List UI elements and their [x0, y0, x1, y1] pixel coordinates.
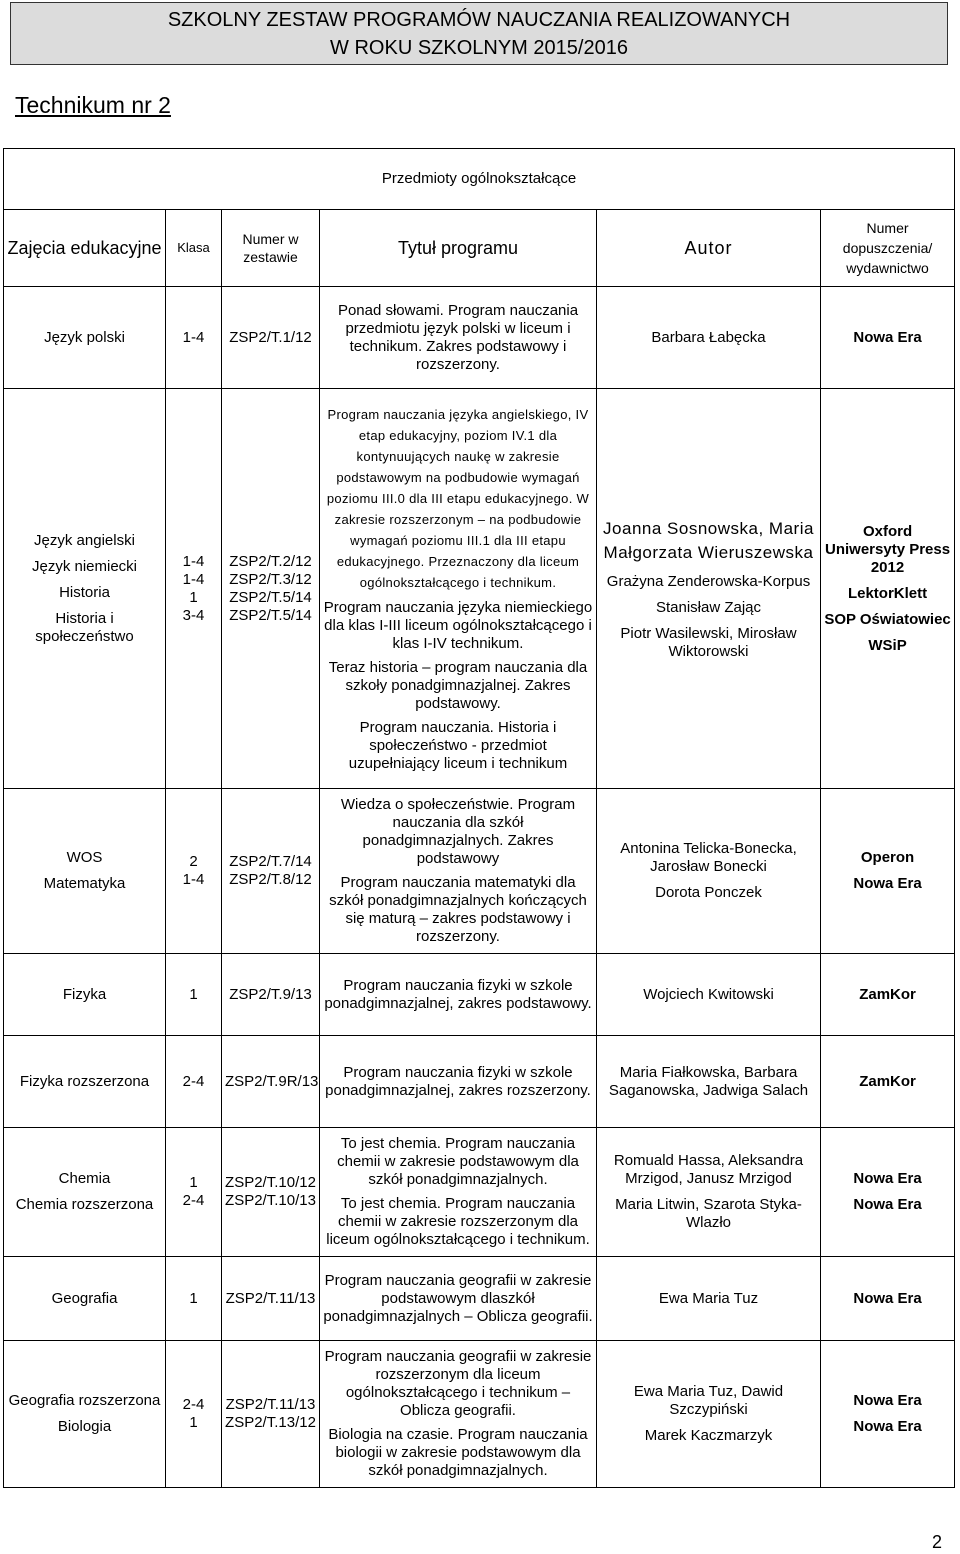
subject-name: Fizyka rozszerzona [19, 1072, 150, 1090]
program-author: Ewa Maria Tuz, Dawid Szczypiński [633, 1383, 784, 1418]
column-header-autor: Autor [597, 210, 821, 287]
column-header-numer: Numer w zestawie [222, 210, 320, 287]
column-header-klasa: Klasa [166, 210, 222, 287]
program-number-cell [222, 287, 320, 389]
program-title: Biologia na czasie. Program nauczania biologii w zakresie podstawowym dla szkół ponadgimnazjalnych. [328, 1426, 588, 1479]
program-author-cell [597, 789, 821, 954]
program-author-cell [597, 1036, 821, 1128]
column-header-dopuszczenia: Numer dopuszczenia/ wydawnictwo [821, 210, 955, 287]
program-author-cell [597, 1341, 821, 1488]
program-number: ZSP2/T.3/12 [229, 570, 312, 588]
publisher: Nowa Era [853, 1289, 922, 1307]
page-number: 2 [932, 1532, 943, 1552]
class-level-cell [166, 287, 222, 389]
table-row [4, 1341, 955, 1488]
table-row [4, 1257, 955, 1341]
class-level-cell [166, 789, 222, 954]
program-number: ZSP2/T.2/12 [229, 552, 312, 570]
program-number: ZSP2/T.10/12 [225, 1174, 316, 1191]
program-number: ZSP2/T.11/13 [225, 1396, 316, 1413]
program-number-cell [222, 954, 320, 1036]
publisher-cell [821, 1341, 955, 1488]
program-number: ZSP2/T.8/12 [229, 871, 312, 888]
subject-name: Matematyka [43, 875, 126, 892]
program-author-cell [597, 1257, 821, 1341]
publisher: Nowa Era [853, 1196, 922, 1213]
program-author: Ewa Maria Tuz [658, 1289, 759, 1307]
publisher: Nowa Era [853, 328, 922, 346]
subject-name: Język niemiecki [31, 557, 138, 575]
class-level-cell [166, 954, 222, 1036]
program-number-cell [222, 1257, 320, 1341]
publisher: Oxford Uniwersyty Press 2012 [825, 522, 951, 576]
program-author: Maria Litwin, Szarota Styka-Wlazło [615, 1196, 802, 1231]
subject-name: WOS [66, 849, 103, 866]
subject-name: Geografia rozszerzona [8, 1392, 161, 1409]
subject-name: Język angielski [34, 531, 135, 549]
publisher-cell [821, 954, 955, 1036]
program-number-cell [222, 789, 320, 954]
publisher: ZamKor [859, 985, 916, 1003]
column-header-zajecia: Zajęcia edukacyjne [4, 210, 166, 287]
program-number-cell [222, 1341, 320, 1488]
program-title: To jest chemia. Program nauczania chemii w zakresie rozszerzonym dla liceum ogólnokształcącego i technikum. [326, 1195, 590, 1248]
program-title: Program nauczania języka niemieckiego dla klas I-III liceum ogólnokształcącego i klas I-IV technikum. [323, 599, 593, 652]
header-line-2: W ROKU SZKOLNYM 2015/2016 [330, 37, 628, 59]
class-level: 1-4 [182, 871, 205, 888]
program-number-cell [222, 1128, 320, 1257]
program-author: Grażyna Zenderowska-Korpus [606, 572, 811, 590]
subject-name-cell [4, 287, 166, 389]
class-level: 2-4 [182, 1396, 205, 1413]
class-level: 3-4 [182, 606, 205, 624]
publisher: Nowa Era [853, 1392, 922, 1409]
class-level: 1 [189, 1414, 198, 1431]
subject-name-cell [4, 1257, 166, 1341]
program-title-cell [320, 954, 597, 1036]
class-level-cell [166, 1341, 222, 1488]
program-number: ZSP2/T.13/12 [225, 1414, 316, 1431]
program-number: ZSP2/T.5/14 [229, 606, 312, 624]
publisher: SOP Oświatowiec [824, 610, 951, 628]
class-level-cell [166, 1128, 222, 1257]
subject-name-cell [4, 1036, 166, 1128]
subject-name: Historia [59, 583, 110, 601]
program-title-cell [320, 1128, 597, 1257]
program-title: Program nauczania geografii w zakresie rozszerzonym dla liceum ogólnokształcącego i technikum – Oblicza geografii. [324, 1348, 592, 1419]
program-title-cell [320, 1257, 597, 1341]
publisher: Nowa Era [853, 1418, 922, 1435]
program-author-cell [597, 287, 821, 389]
publisher: ZamKor [859, 1072, 916, 1090]
class-level-cell [166, 1036, 222, 1128]
program-author: Romuald Hassa, Aleksandra Mrzigod, Janusz Mrzigod [613, 1152, 804, 1187]
program-author: Stanisław Zając [655, 598, 762, 616]
publisher: WSiP [868, 636, 907, 654]
school-name: Technikum nr 2 [15, 92, 171, 118]
table-row [4, 1036, 955, 1128]
program-title: Ponad słowami. Program nauczania przedmiotu język polski w liceum i technikum. Zakres podstawowy i rozszerzony. [337, 301, 579, 373]
class-level: 2-4 [182, 1192, 205, 1209]
program-title-cell [320, 389, 597, 789]
table-body [4, 287, 955, 1488]
class-level: 1 [189, 1289, 198, 1307]
program-title: Program nauczania fizyki w szkole ponadgimnazjalnej, zakres rozszerzony. [325, 1063, 591, 1099]
program-author-cell [597, 954, 821, 1036]
program-title-cell [320, 1036, 597, 1128]
subject-name: Chemia [58, 1170, 111, 1187]
program-title-cell [320, 789, 597, 954]
publisher: Nowa Era [853, 1170, 922, 1187]
class-level: 1 [189, 985, 198, 1003]
program-author: Piotr Wasilewski, Mirosław Wiktorowski [620, 624, 797, 660]
program-title-cell [320, 287, 597, 389]
publisher: Nowa Era [853, 875, 922, 892]
class-level: 1-4 [182, 328, 205, 346]
table-row [4, 287, 955, 389]
program-number: ZSP2/T.5/14 [229, 588, 312, 606]
subject-name-cell [4, 789, 166, 954]
program-author: Antonina Telicka-Bonecka, Jarosław Bonecki [620, 840, 797, 875]
subject-name: Geografia [51, 1289, 118, 1307]
program-title-cell [320, 1341, 597, 1488]
program-author: Joanna Sosnowska, Maria Małgorzata Wieruszewska [603, 518, 814, 562]
program-title: Program nauczania. Historia i społeczeństwo - przedmiot uzupełniający liceum i technikum [348, 719, 568, 772]
publisher-cell [821, 1036, 955, 1128]
program-title: To jest chemia. Program nauczania chemii w zakresie podstawowym dla szkół ponadgimnazjalnych. [337, 1135, 579, 1188]
program-number-cell [222, 389, 320, 789]
table-row [4, 389, 955, 789]
subject-name-cell [4, 954, 166, 1036]
program-title: Program nauczania matematyki dla szkół ponadgimnazjalnych kończących się maturą – zakres podstawowy i rozszerzony. [329, 874, 587, 945]
subject-name: Chemia rozszerzona [15, 1196, 154, 1213]
program-author: Dorota Ponczek [655, 884, 762, 901]
class-level-cell [166, 1257, 222, 1341]
program-author-cell [597, 389, 821, 789]
publisher-cell [821, 1257, 955, 1341]
publisher-cell [821, 1128, 955, 1257]
column-header-row [4, 210, 955, 287]
class-level: 1-4 [182, 552, 205, 570]
subject-name: Historia i społeczeństwo [35, 609, 134, 645]
subject-name: Język polski [44, 328, 125, 346]
program-title: Teraz historia – program nauczania dla szkoły ponadgimnazjalnej. Zakres podstawowy. [328, 659, 588, 712]
program-number: ZSP2/T.9R/13 [225, 1072, 319, 1090]
class-level: 1-4 [182, 570, 205, 588]
program-author: Marek Kaczmarzyk [644, 1427, 773, 1444]
subject-name: Biologia [57, 1418, 112, 1435]
column-header-tytul: Tytuł programu [320, 210, 597, 287]
table-row [4, 1128, 955, 1257]
program-number: ZSP2/T.7/14 [229, 853, 312, 870]
table-row [4, 789, 955, 954]
class-level: 1 [189, 588, 198, 606]
class-level: 1 [189, 1174, 198, 1191]
program-number: ZSP2/T.9/13 [229, 985, 312, 1003]
subject-name-cell [4, 1341, 166, 1488]
table-row [4, 954, 955, 1036]
program-author: Wojciech Kwitowski [643, 985, 774, 1003]
program-number: ZSP2/T.1/12 [229, 328, 312, 346]
class-level-cell [166, 389, 222, 789]
publisher: Operon [860, 849, 915, 866]
header-line-1: SZKOLNY ZESTAW PROGRAMÓW NAUCZANIA REALIZOWANYCH [167, 9, 791, 31]
publisher: LektorKlett [847, 584, 928, 602]
program-title: Wiedza o społeczeństwie. Program nauczania dla szkół ponadgimnazjalnych. Zakres podstawowy [340, 796, 576, 867]
class-level: 2 [189, 853, 198, 870]
curriculum-table [3, 148, 955, 1488]
program-title: Program nauczania fizyki w szkole ponadgimnazjalnej, zakres podstawowy. [324, 976, 592, 1012]
subject-name-cell [4, 389, 166, 789]
section-title-row [4, 149, 955, 210]
publisher-cell [821, 789, 955, 954]
program-number: ZSP2/T.11/13 [225, 1289, 316, 1307]
program-author-cell [597, 1128, 821, 1257]
program-author: Maria Fiałkowska, Barbara Saganowska, Jadwiga Salach [608, 1063, 809, 1099]
program-title: Program nauczania geografii w zakresie podstawowym dlaszkół ponadgimnazjalnych – Oblicza geografii. [323, 1271, 593, 1325]
subject-name: Fizyka [62, 985, 107, 1003]
program-title: Program nauczania języka angielskiego, IV etap edukacyjny, poziom IV.1 dla kontynuujących naukę w zakresie podstawowym na podbudowie wymagań poziomu III.0 dla III etapu edukacyjnego. W zakresie rozszerzonym – na podbudowie wymagań poziomu III.1 dla III etapu edukacyjnego. Przeznaczony dla liceum ogólnokształcącego i technikum. [326, 407, 590, 590]
subject-name-cell [4, 1128, 166, 1257]
program-author: Barbara Łabęcka [651, 328, 766, 346]
program-number-cell [222, 1036, 320, 1128]
section-title: Przedmioty ogólnokształcące [4, 149, 955, 210]
class-level: 2-4 [182, 1072, 205, 1090]
publisher-cell [821, 287, 955, 389]
document-header [10, 2, 948, 65]
program-number: ZSP2/T.10/13 [225, 1192, 316, 1209]
publisher-cell [821, 389, 955, 789]
